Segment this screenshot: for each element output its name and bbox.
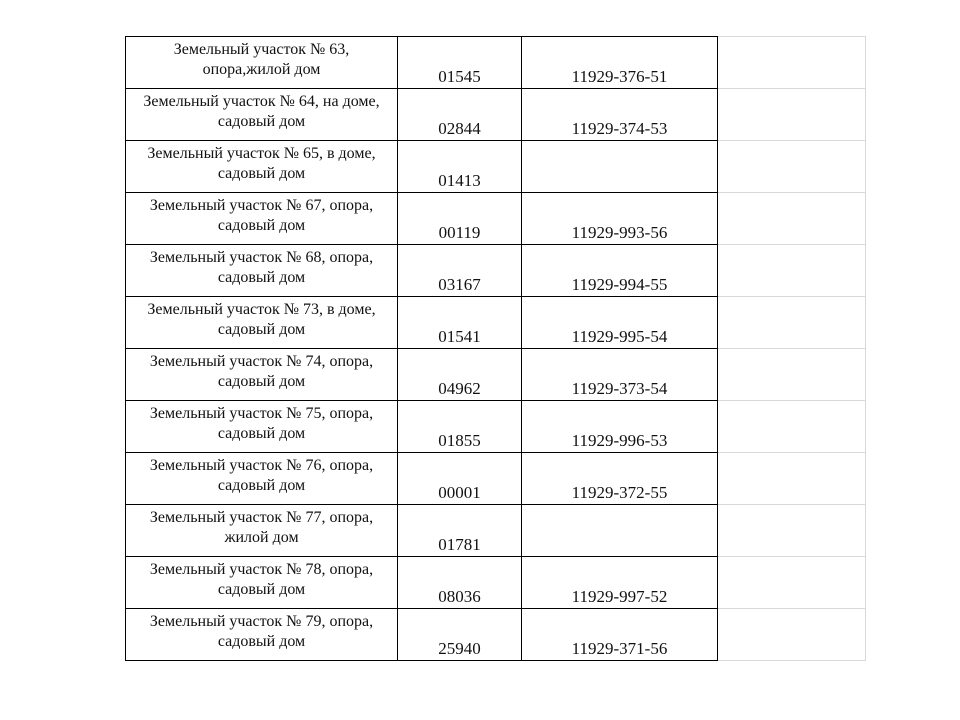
meter-code-cell: 00001 bbox=[398, 453, 522, 505]
plot-title: Земельный участок № 64, на доме, bbox=[143, 93, 380, 110]
empty-cell bbox=[718, 557, 866, 609]
number-cell: 11929-994-55 bbox=[522, 245, 718, 297]
number-cell: 11929-374-53 bbox=[522, 89, 718, 141]
plot-description-cell bbox=[126, 505, 398, 557]
empty-cell bbox=[718, 141, 866, 193]
table-row bbox=[126, 609, 866, 661]
meter-code-cell: 04962 bbox=[398, 349, 522, 401]
number-cell: 11929-371-56 bbox=[522, 609, 718, 661]
plot-title: Земельный участок № 76, опора, bbox=[149, 457, 374, 474]
plot-description-cell bbox=[126, 37, 398, 89]
plot-type: опора,жилой дом bbox=[202, 61, 321, 78]
plot-type: садовый дом bbox=[217, 477, 306, 494]
table-row bbox=[126, 557, 866, 609]
empty-cell bbox=[718, 349, 866, 401]
plot-title: Земельный участок № 67, опора, bbox=[149, 197, 374, 214]
plot-description-cell bbox=[126, 609, 398, 661]
plot-type: садовый дом bbox=[217, 321, 306, 338]
number-cell bbox=[522, 141, 718, 193]
plot-description-cell bbox=[126, 89, 398, 141]
table-row bbox=[126, 349, 866, 401]
empty-cell bbox=[718, 245, 866, 297]
plot-type: садовый дом bbox=[217, 633, 306, 650]
plot-description-cell bbox=[126, 245, 398, 297]
table-row bbox=[126, 297, 866, 349]
number-cell: 11929-993-56 bbox=[522, 193, 718, 245]
meter-code-cell: 03167 bbox=[398, 245, 522, 297]
empty-cell bbox=[718, 89, 866, 141]
plot-type: садовый дом bbox=[217, 165, 306, 182]
plot-description-cell bbox=[126, 193, 398, 245]
meter-code-cell: 00119 bbox=[398, 193, 522, 245]
plot-description-cell bbox=[126, 453, 398, 505]
meter-code-cell: 01413 bbox=[398, 141, 522, 193]
meter-code-cell: 08036 bbox=[398, 557, 522, 609]
number-cell: 11929-996-53 bbox=[522, 401, 718, 453]
plot-description-cell bbox=[126, 141, 398, 193]
number-cell: 11929-373-54 bbox=[522, 349, 718, 401]
meter-code-cell: 02844 bbox=[398, 89, 522, 141]
table-row bbox=[126, 89, 866, 141]
meter-code-cell: 25940 bbox=[398, 609, 522, 661]
meter-code-cell: 01855 bbox=[398, 401, 522, 453]
plot-type: садовый дом bbox=[217, 113, 306, 130]
plot-title: Земельный участок № 77, опора, bbox=[149, 509, 374, 526]
number-cell: 11929-997-52 bbox=[522, 557, 718, 609]
empty-cell bbox=[718, 193, 866, 245]
meter-code-cell: 01545 bbox=[398, 37, 522, 89]
plot-description-cell bbox=[126, 401, 398, 453]
table-row bbox=[126, 245, 866, 297]
empty-cell bbox=[718, 297, 866, 349]
meter-code-cell: 01541 bbox=[398, 297, 522, 349]
plot-title: Земельный участок № 75, опора, bbox=[149, 405, 374, 422]
empty-cell bbox=[718, 609, 866, 661]
plot-type: жилой дом bbox=[224, 529, 299, 546]
plot-type: садовый дом bbox=[217, 581, 306, 598]
table-row bbox=[126, 141, 866, 193]
plot-title: Земельный участок № 63, bbox=[173, 41, 350, 58]
plot-title: Земельный участок № 79, опора, bbox=[149, 613, 374, 630]
plot-description-cell bbox=[126, 557, 398, 609]
number-cell: 11929-376-51 bbox=[522, 37, 718, 89]
land-plots-table bbox=[125, 36, 866, 661]
table-row bbox=[126, 453, 866, 505]
plot-description-cell bbox=[126, 349, 398, 401]
plot-title: Земельный участок № 65, в доме, bbox=[147, 145, 376, 162]
number-cell: 11929-995-54 bbox=[522, 297, 718, 349]
plot-title: Земельный участок № 78, опора, bbox=[149, 561, 374, 578]
plot-title: Земельный участок № 73, в доме, bbox=[147, 301, 376, 318]
empty-cell bbox=[718, 505, 866, 557]
empty-cell bbox=[718, 453, 866, 505]
empty-cell bbox=[718, 37, 866, 89]
plot-type: садовый дом bbox=[217, 425, 306, 442]
plot-type: садовый дом bbox=[217, 373, 306, 390]
table-body bbox=[126, 37, 866, 661]
empty-cell bbox=[718, 401, 866, 453]
plot-type: садовый дом bbox=[217, 217, 306, 234]
table-row bbox=[126, 505, 866, 557]
table-row bbox=[126, 37, 866, 89]
number-cell bbox=[522, 505, 718, 557]
meter-code-cell: 01781 bbox=[398, 505, 522, 557]
table-row bbox=[126, 193, 866, 245]
number-cell: 11929-372-55 bbox=[522, 453, 718, 505]
table-row bbox=[126, 401, 866, 453]
plot-title: Земельный участок № 74, опора, bbox=[149, 353, 374, 370]
plot-title: Земельный участок № 68, опора, bbox=[149, 249, 374, 266]
plot-type: садовый дом bbox=[217, 269, 306, 286]
plot-description-cell bbox=[126, 297, 398, 349]
